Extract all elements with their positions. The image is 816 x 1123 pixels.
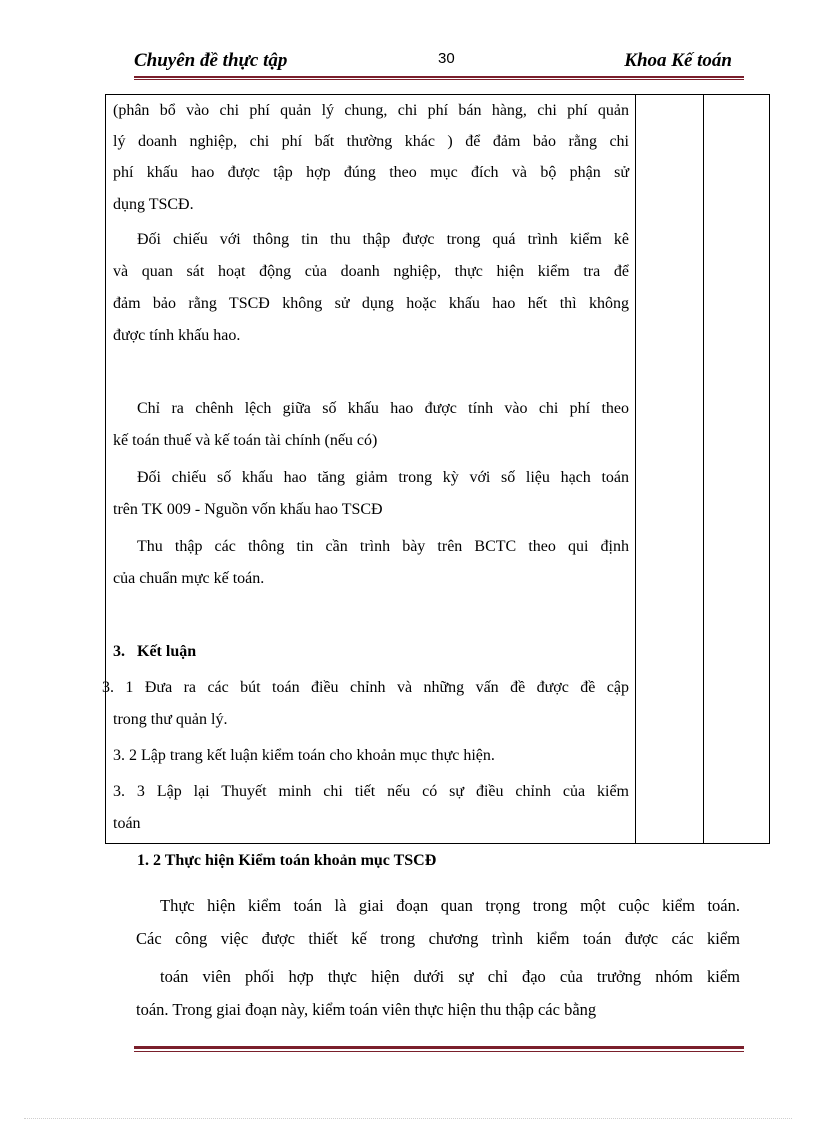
table-line: được tính khấu hao. [113, 327, 241, 344]
conclusion-heading: 3. Kết luận [113, 643, 197, 660]
page-header [134, 48, 744, 76]
header-rule [134, 76, 744, 80]
header-title-left: Chuyên đề thực tập [134, 50, 288, 71]
table-line: đảm bảo rằng TSCĐ không sử dụng hoặc khấu hao hết thì không [113, 295, 629, 312]
body-paragraph-line: Thực hiện kiểm toán là giai đoạn quan trọng trong một cuộc kiểm toán. [160, 896, 740, 915]
table-line: và quan sát hoạt động của doanh nghiệp, thực hiện kiểm tra để [113, 263, 629, 280]
page-bottom-border [24, 1118, 792, 1119]
table-line: trên TK 009 - Nguồn vốn khấu hao TSCĐ [113, 501, 383, 518]
table-line: Đối chiếu với thông tin thu thập được trong quá trình kiểm kê [137, 231, 629, 248]
footer-rule [134, 1046, 744, 1052]
table-line: Chỉ ra chênh lệch giữa số khấu hao được tính vào chi phí theo [137, 400, 629, 417]
table-line: kế toán thuế và kế toán tài chính (nếu có) [113, 432, 378, 449]
page-number: 30 [438, 50, 455, 67]
body-paragraph-line: toán viên phối hợp thực hiện dưới sự chỉ đạo của trưởng nhóm kiểm [160, 967, 740, 986]
table-line: 3. 1 Đưa ra các bút toán điều chỉnh và những vấn đề được đề cập [102, 679, 629, 696]
table-line: lý doanh nghiệp, chi phí bất thường khác ) để đảm bảo rằng chi [113, 133, 629, 150]
section-heading: 1. 2 Thực hiện Kiểm toán khoản mục TSCĐ [137, 852, 437, 869]
body-paragraph-line: Các công việc được thiết kế trong chương trình kiểm toán được các kiểm [136, 929, 740, 948]
table-line: phí khấu hao được tập hợp đúng theo mục đích và bộ phận sử [113, 164, 629, 181]
table-line: Thu thập các thông tin cần trình bày trên BCTC theo qui định [137, 538, 629, 555]
table-line: trong thư quản lý. [113, 711, 228, 728]
table-column-divider-1 [635, 95, 636, 843]
table-line: toán [113, 815, 141, 832]
table-column-divider-2 [703, 95, 704, 843]
table-line: 3. 2 Lập trang kết luận kiểm toán cho khoản mục thực hiện. [113, 747, 495, 764]
header-title-right: Khoa Kế toán [624, 50, 732, 71]
table-line: (phân bổ vào chi phí quản lý chung, chi phí bán hàng, chi phí quản [113, 102, 629, 119]
table-line: Đối chiếu số khấu hao tăng giảm trong kỳ với số liệu hạch toán [137, 469, 629, 486]
table-line: 3. 3 Lập lại Thuyết minh chi tiết nếu có sự điều chỉnh của kiểm [113, 783, 629, 800]
table-line: dụng TSCĐ. [113, 196, 194, 213]
table-line: của chuẩn mực kế toán. [113, 570, 265, 587]
body-paragraph-line: toán. Trong giai đoạn này, kiểm toán viên thực hiện thu thập các bằng [136, 1000, 597, 1019]
procedure-table [102, 94, 770, 844]
